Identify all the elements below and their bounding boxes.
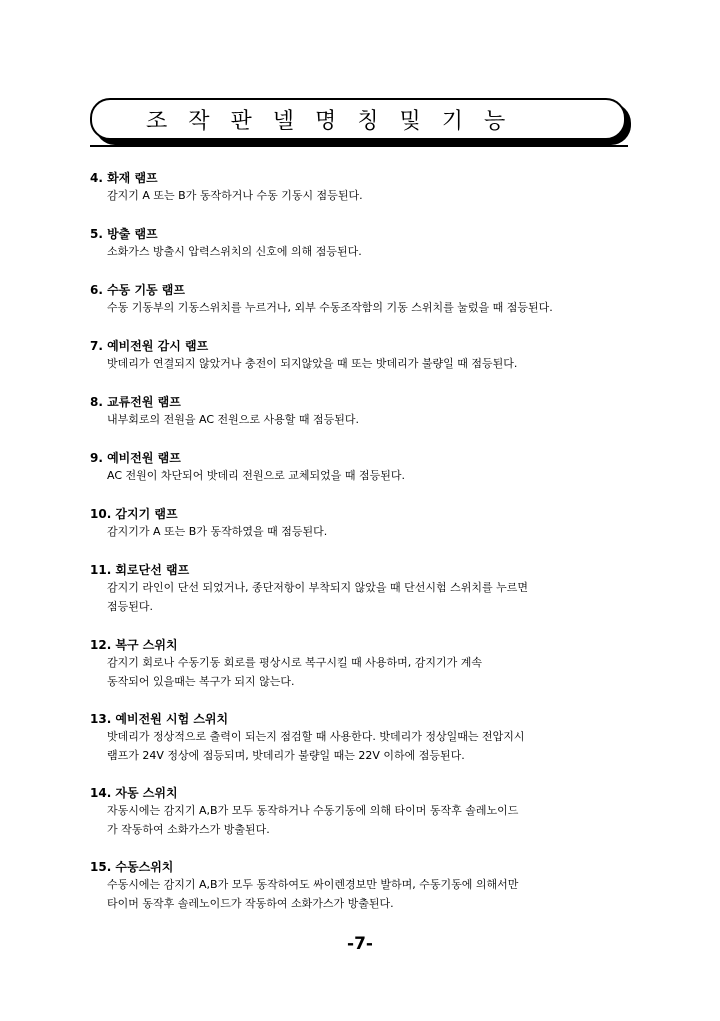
section-heading: 4. 화재 램프 — [90, 171, 158, 185]
section-item — [90, 450, 650, 485]
section-item — [90, 170, 650, 205]
section-item — [90, 637, 650, 691]
section-body-line: AC 전원이 차단되어 밧데리 전원으로 교체되었을 때 점등된다. — [107, 469, 406, 482]
section-body-line: 동작되어 있을때는 복구가 되지 않는다. — [107, 675, 295, 688]
section-heading: 6. 수동 기동 램프 — [90, 283, 185, 297]
section-item — [90, 506, 650, 541]
section-item — [90, 859, 650, 913]
section-item — [90, 785, 650, 839]
section-item — [90, 394, 650, 429]
page-number: -7- — [347, 934, 373, 954]
title-box — [90, 98, 626, 140]
section-heading: 12. 복구 스위치 — [90, 638, 178, 652]
section-heading: 11. 회로단선 램프 — [90, 563, 190, 577]
section-heading: 5. 방출 램프 — [90, 227, 158, 241]
section-body-line: 소화가스 방출시 압력스위치의 신호에 의해 점등된다. — [107, 245, 362, 258]
section-item — [90, 562, 650, 616]
section-body-line: 점등된다. — [107, 600, 154, 613]
section-item — [90, 338, 650, 373]
section-body-line: 내부회로의 전원을 AC 전원으로 사용할 때 점등된다. — [107, 413, 360, 426]
section-body-line: 램프가 24V 정상에 점등되며, 밧데리가 불량일 때는 22V 이하에 점등된다. — [107, 749, 465, 762]
section-body-line: 감지기 A 또는 B가 동작하거나 수동 기동시 점등된다. — [107, 189, 363, 202]
section-heading: 10. 감지기 램프 — [90, 507, 178, 521]
section-body-line: 감지기가 A 또는 B가 동작하였을 때 점등된다. — [107, 525, 328, 538]
section-body-line: 밧데리가 연결되지 않았거나 충전이 되지않았을 때 또는 밧데리가 불량일 때 점등된다. — [107, 357, 518, 370]
section-body-line: 가 작동하여 소화가스가 방출된다. — [107, 823, 270, 836]
section-body-line: 타이머 동작후 솔레노이드가 작동하여 소화가스가 방출된다. — [107, 897, 394, 910]
section-item — [90, 711, 650, 765]
page-title: 조 작 판 넬 명 칭 및 기 능 — [146, 108, 513, 134]
section-body-line: 수동시에는 감지기 A,B가 모두 동작하여도 싸이렌경보만 발하며, 수동기동에 의해서만 — [107, 878, 519, 891]
section-body-line: 밧데리가 정상적으로 출력이 되는지 점검할 때 사용한다. 밧데리가 정상일때는 전압지시 — [107, 730, 525, 743]
section-heading: 15. 수동스위치 — [90, 860, 174, 874]
section-heading: 7. 예비전원 감시 램프 — [90, 339, 209, 353]
section-body-line: 감지기 회로나 수동기동 회로를 평상시로 복구시킬 때 사용하며, 감지기가 계속 — [107, 656, 482, 669]
section-item — [90, 282, 650, 317]
section-heading: 8. 교류전원 램프 — [90, 395, 181, 409]
section-body-line: 수동 기동부의 기동스위치를 누르거나, 외부 수동조작함의 기동 스위치를 눌렀을 때 점등된다. — [107, 301, 553, 314]
section-body-line: 자동시에는 감지기 A,B가 모두 동작하거나 수동기동에 의해 타이머 동작후 솔레노이드 — [107, 804, 519, 817]
section-heading: 14. 자동 스위치 — [90, 786, 178, 800]
section-list — [90, 150, 650, 913]
section-heading: 13. 예비전원 시험 스위치 — [90, 712, 229, 726]
section-body-line: 감지기 라인이 단선 되었거나, 종단저항이 부착되지 않았을 때 단선시험 스위치를 누르면 — [107, 581, 528, 594]
section-item — [90, 226, 650, 261]
section-heading: 9. 예비전원 램프 — [90, 451, 181, 465]
title-divider — [90, 145, 628, 147]
